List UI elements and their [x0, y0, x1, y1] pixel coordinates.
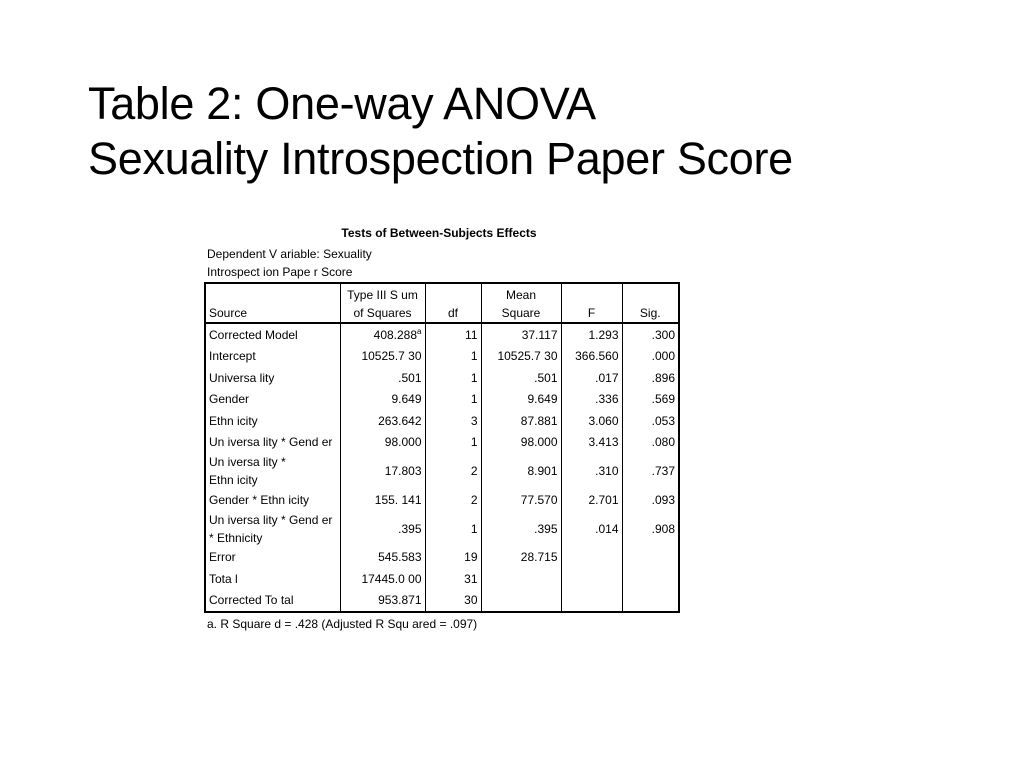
row-df: 1: [425, 389, 481, 411]
row-df: 2: [425, 453, 481, 489]
row-sig: .080: [622, 432, 679, 454]
table-row-corrected-total: [205, 590, 679, 613]
row-f: 3.060: [561, 410, 622, 432]
table-row-ethnicity: [205, 410, 679, 432]
row-mean-square: 9.649: [481, 389, 561, 411]
row-f: [561, 547, 622, 569]
header-df: df: [425, 283, 481, 323]
table-row-universality-gender: [205, 432, 679, 454]
row-mean-square: .395: [481, 511, 561, 547]
row-sig: .093: [622, 489, 679, 511]
header-mean-square-line-2: Square: [501, 306, 541, 320]
row-source: Gender: [209, 392, 250, 407]
row-sum-of-squares: 98.000: [340, 432, 425, 454]
header-sum-of-squares: [340, 283, 425, 323]
row-f: .336: [561, 389, 622, 411]
row-source: Corrected To tal: [209, 593, 294, 608]
row-df: 2: [425, 489, 481, 511]
header-row: [205, 283, 679, 323]
table-row-gender-ethnicity: [205, 489, 679, 511]
row-sum-of-squares: 9.649: [340, 389, 425, 411]
slide-title-line-1: Table 2: One-way ANOVA: [88, 78, 596, 129]
table-row-universality-gender-ethnicity: [205, 511, 679, 547]
row-f: .014: [561, 511, 622, 547]
table-row-intercept: [205, 346, 679, 368]
row-sum-of-squares: 953.871: [340, 590, 425, 613]
row-source: Universa lity: [209, 370, 275, 385]
row-sum-of-squares: 155. 141: [340, 489, 425, 511]
row-sum-of-squares: 263.642: [340, 410, 425, 432]
row-mean-square: 77.570: [481, 489, 561, 511]
table-row-gender: [205, 389, 679, 411]
row-sig: .896: [622, 367, 679, 389]
table-row-corrected-model: [205, 323, 679, 346]
row-sig: [622, 590, 679, 613]
table-row-error: [205, 547, 679, 569]
header-mean-square: [481, 283, 561, 323]
row-mean-square: [481, 568, 561, 590]
header-sum-of-squares-line-1: Type III S um: [347, 288, 418, 302]
row-mean-square: 10525.7 30: [481, 346, 561, 368]
row-mean-square: [481, 590, 561, 613]
row-sig: .300: [622, 323, 679, 346]
row-mean-square: 98.000: [481, 432, 561, 454]
row-df: 30: [425, 590, 481, 613]
row-f: 3.413: [561, 432, 622, 454]
anova-output: [204, 225, 680, 632]
row-source: Gender * Ethn icity: [209, 492, 310, 507]
row-f: .017: [561, 367, 622, 389]
row-sum-of-squares: .501: [340, 367, 425, 389]
row-sum-of-squares: 10525.7 30: [340, 346, 425, 368]
dependent-variable-label: [204, 245, 680, 281]
row-f: [561, 590, 622, 613]
slide-title-line-2: Sexuality Introspection Paper Score: [88, 133, 793, 184]
row-sum-of-squares: 17.803: [340, 453, 425, 489]
row-mean-square: 37.117: [481, 323, 561, 346]
row-source-line-2: * Ethnicity: [209, 530, 263, 545]
header-source: Source: [205, 283, 340, 323]
row-df: 19: [425, 547, 481, 569]
row-sum-of-squares: [340, 323, 425, 346]
row-source: Un iversa lity * Gend er: [209, 435, 333, 450]
row-source: Intercept: [209, 349, 256, 364]
footnote-marker: a: [417, 326, 422, 336]
row-sum-of-squares: .395: [340, 511, 425, 547]
row-source: Tota l: [209, 571, 238, 586]
dependent-variable-line-2: Introspect ion Pape r Score: [207, 265, 353, 279]
row-source: Ethn icity: [209, 413, 258, 428]
header-f: F: [561, 283, 622, 323]
row-source-line-1: Un iversa lity * Gend er: [209, 512, 333, 527]
row-source: [205, 453, 340, 489]
row-source: Corrected Model: [209, 327, 298, 342]
row-source-line-2: Ethn icity: [209, 473, 258, 487]
row-sig: .737: [622, 453, 679, 489]
row-df: 3: [425, 410, 481, 432]
row-sig: .053: [622, 410, 679, 432]
row-f: 1.293: [561, 323, 622, 346]
header-sum-of-squares-line-2: of Squares: [353, 306, 412, 320]
row-f: .310: [561, 453, 622, 489]
row-sum-of-squares-value: 408.288: [373, 327, 418, 342]
anova-table: [204, 282, 680, 613]
row-mean-square: .501: [481, 367, 561, 389]
row-f: 366.560: [561, 346, 622, 368]
table-row-universality-ethnicity: [205, 453, 679, 489]
row-source: Error: [209, 550, 236, 565]
table-caption: Tests of Between-Subjects Effects: [341, 226, 537, 240]
row-df: 1: [425, 432, 481, 454]
row-mean-square: 8.901: [481, 453, 561, 489]
row-sig: .569: [622, 389, 679, 411]
row-df: 1: [425, 511, 481, 547]
row-sig: [622, 547, 679, 569]
table-row-universality: [205, 367, 679, 389]
row-sig: [622, 568, 679, 590]
row-f: 2.701: [561, 489, 622, 511]
table-row-total: [205, 568, 679, 590]
row-df: 1: [425, 346, 481, 368]
row-sum-of-squares: 17445.0 00: [340, 568, 425, 590]
row-source-line-1: Un iversa lity *: [209, 455, 286, 469]
row-sig: .908: [622, 511, 679, 547]
row-f: [561, 568, 622, 590]
slide-title: [88, 76, 793, 186]
row-source: [205, 511, 340, 547]
row-mean-square: 28.715: [481, 547, 561, 569]
header-mean-square-line-1: Mean: [505, 288, 537, 302]
row-sum-of-squares: 545.583: [340, 547, 425, 569]
row-sig: .000: [622, 346, 679, 368]
row-df: 1: [425, 367, 481, 389]
dependent-variable-line-1: Dependent V ariable: Sexuality: [207, 247, 372, 261]
row-df: 31: [425, 568, 481, 590]
header-sig: Sig.: [622, 283, 679, 323]
row-mean-square: 87.881: [481, 410, 561, 432]
row-df: 11: [425, 323, 481, 346]
table-footnote: a. R Square d = .428 (Adjusted R Squ ared = .097): [207, 617, 478, 631]
